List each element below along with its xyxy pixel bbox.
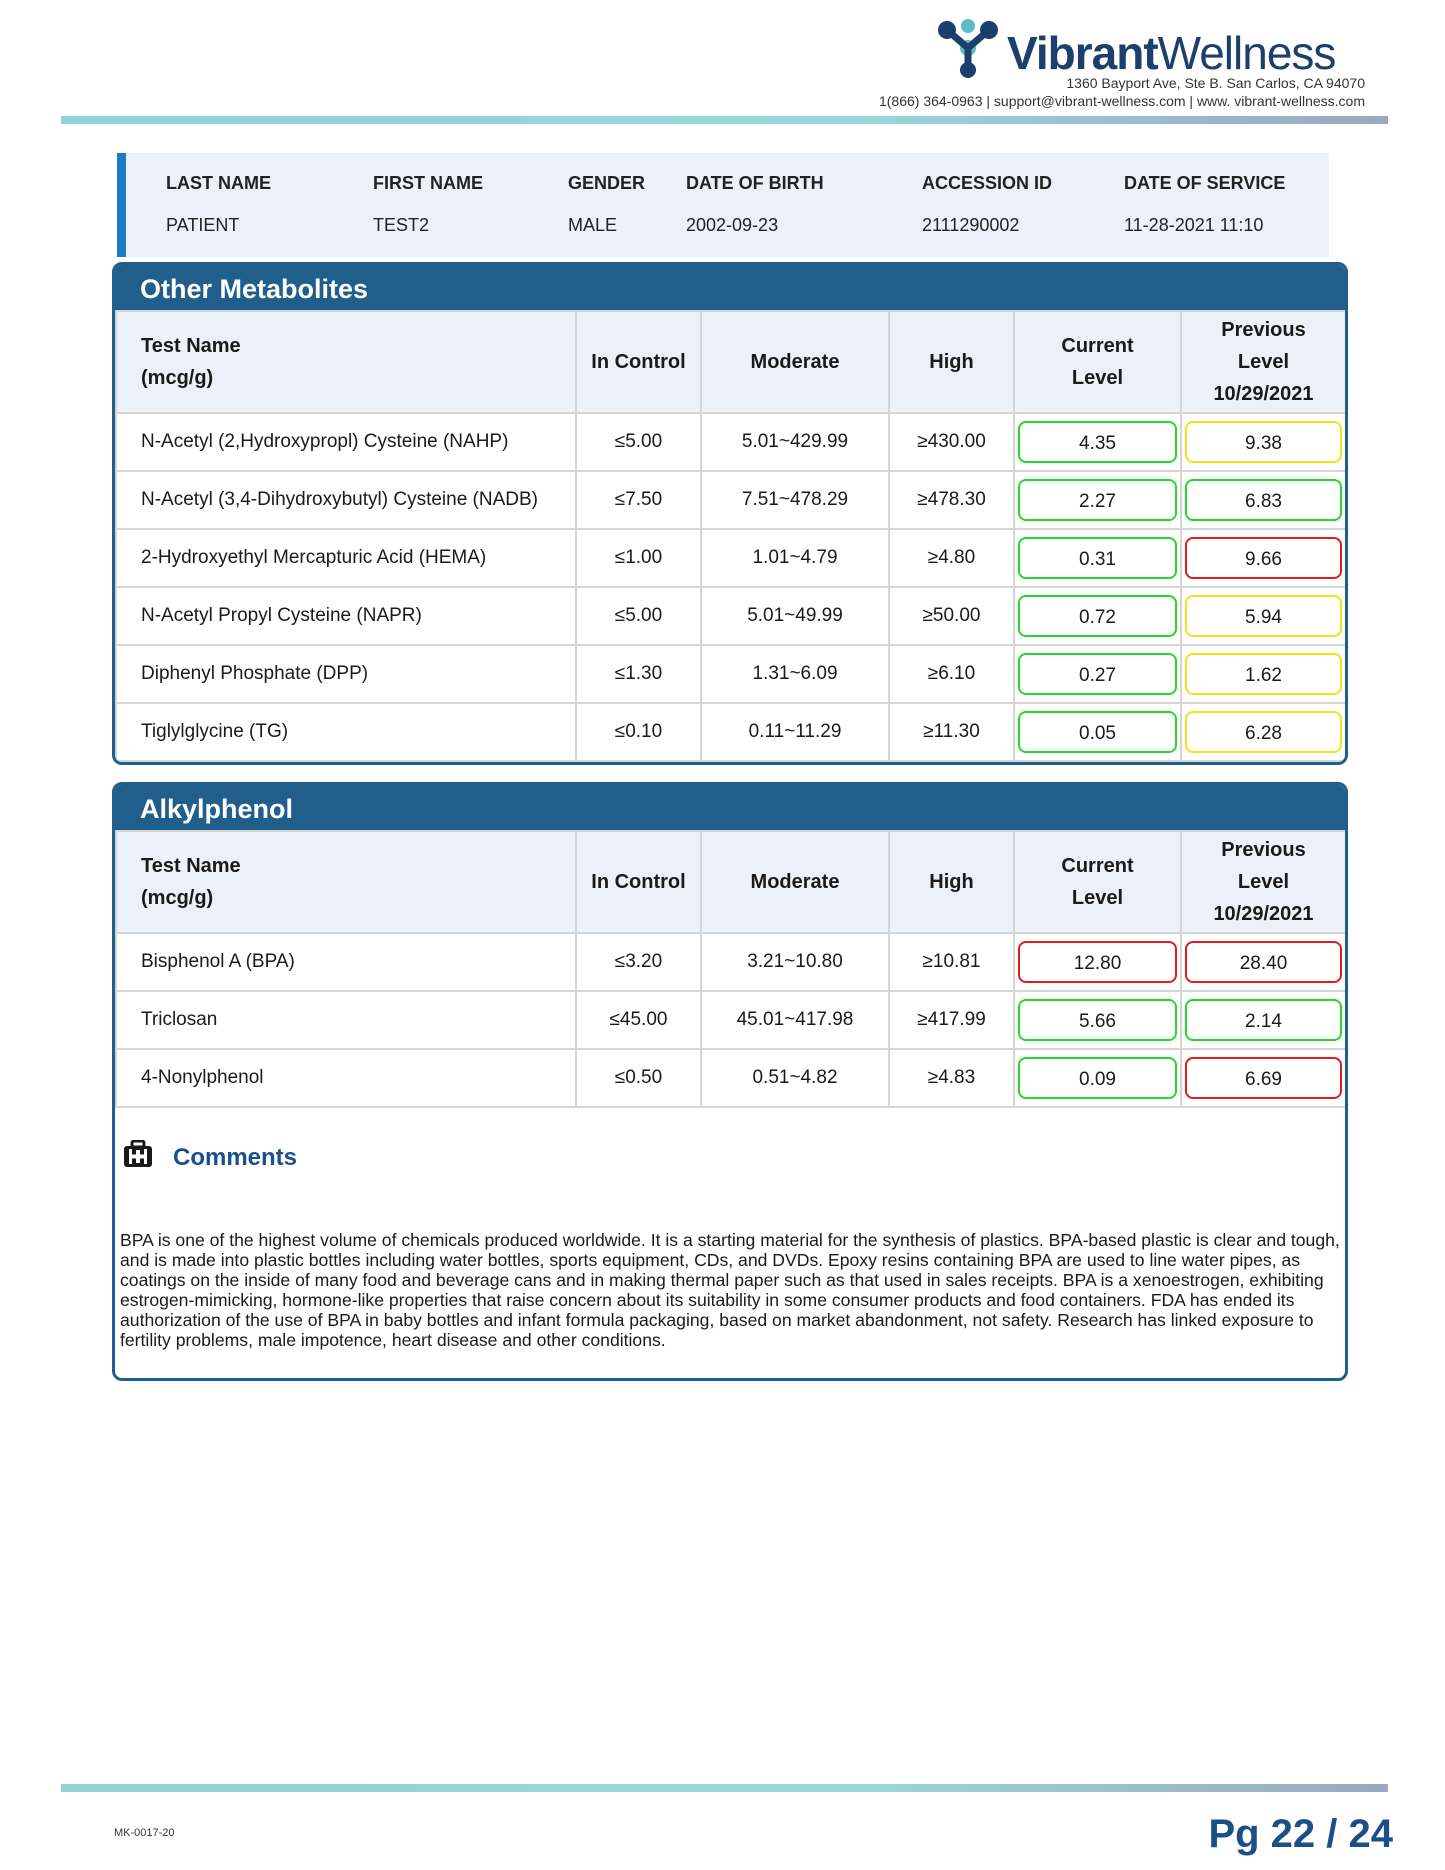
previous-level-cell [1181,645,1346,703]
patient-field-label: FIRST NAME [373,173,483,193]
high-cell: ≥430.00 [889,413,1014,471]
level-status-box: 6.69 [1185,1057,1342,1099]
level-status-box: 12.80 [1018,941,1177,983]
in-control-cell: ≤5.00 [576,587,701,645]
high-cell: ≥50.00 [889,587,1014,645]
col-moderate-label: Moderate [750,351,840,373]
footer-divider [61,1784,1388,1792]
col-previous-level [1181,831,1346,933]
col-test-name-label: (mcg/g) [141,367,214,389]
col-test-name [116,831,576,933]
previous-level-cell [1181,413,1346,471]
col-high [889,311,1014,413]
panel-title: Alkylphenol [115,785,1345,830]
level-status-box: 4.35 [1018,421,1177,463]
in-control-cell: ≤7.50 [576,471,701,529]
table-row [116,645,1346,703]
previous-level-cell [1181,703,1346,761]
col-test-name-label: Test Name [141,855,241,877]
col-previous-level-label: 10/29/2021 [1213,903,1314,925]
col-moderate [701,831,889,933]
moderate-cell: 5.01~49.99 [701,587,889,645]
col-current-level [1014,831,1181,933]
current-level-cell [1014,413,1181,471]
high-cell: ≥4.80 [889,529,1014,587]
col-current-level-label: Level [1071,367,1124,389]
level-status-box: 1.62 [1185,653,1342,695]
in-control-cell: ≤0.10 [576,703,701,761]
comments-text: BPA is one of the highest volume of chemicals produced worldwide. It is a starting material for the synthesis of plastics. BPA-based plastic is clear and tough, and is made into plastic bottles including water bottles, sports equipment, CDs, and DVDs. Epoxy resins containing BPA are used to line water pipes, as coatings on the inside of many food and beverage cans and in making thermal paper such as that used in sales receipts. BPA is a xenoestrogen, exhibiting estrogen-mimicking, hormone-like properties that raise concern about its suitability in some consumer products and food containers. FDA has ended its authorization of the use of BPA in baby bottles and infant formula packaging, based on market abandonment, not safety. Research has linked exposure to fertility problems, male impotence, heart disease and other conditions. [120,1230,1340,1350]
current-level-cell [1014,933,1181,991]
col-current-level-label: Level [1071,887,1124,909]
table-header-row [116,831,1346,933]
col-in-control [576,311,701,413]
moderate-cell: 0.11~11.29 [701,703,889,761]
current-level-cell [1014,529,1181,587]
medical-kit-icon [123,1140,153,1168]
table-row [116,413,1346,471]
moderate-cell: 3.21~10.80 [701,933,889,991]
patient-field-value: TEST2 [373,215,430,235]
col-test-name [116,311,576,413]
patient-field-label: ACCESSION ID [922,173,1053,193]
test-name-cell: Bisphenol A (BPA) [116,933,576,991]
in-control-cell: ≤1.30 [576,645,701,703]
level-status-box: 5.94 [1185,595,1342,637]
patient-field-value: 11-28-2021 11:10 [1124,215,1264,235]
level-status-box: 28.40 [1185,941,1342,983]
test-name-cell: Tiglylglycine (TG) [116,703,576,761]
patient-field-value: PATIENT [166,215,240,235]
high-cell: ≥4.83 [889,1049,1014,1107]
moderate-cell: 0.51~4.82 [701,1049,889,1107]
patient-field-label: GENDER [568,173,646,193]
test-name-cell: Triclosan [116,991,576,1049]
moderate-cell: 7.51~478.29 [701,471,889,529]
col-previous-level-label: 10/29/2021 [1213,383,1314,405]
patient-info-accent-bar [117,153,126,257]
in-control-cell: ≤1.00 [576,529,701,587]
table-row [116,587,1346,645]
level-status-box: 0.27 [1018,653,1177,695]
col-previous-level-label: Level [1237,351,1290,373]
company-logo [935,18,1365,78]
current-level-cell [1014,703,1181,761]
results-table [115,830,1347,1108]
col-previous-level-label: Previous [1221,319,1306,341]
current-level-cell [1014,587,1181,645]
level-status-box: 5.66 [1018,999,1177,1041]
previous-level-cell [1181,529,1346,587]
patient-field-value: 2111290002 [922,215,1020,235]
patient-field-value: MALE [568,215,618,235]
table-header-row [116,311,1346,413]
current-level-cell [1014,471,1181,529]
current-level-cell [1014,991,1181,1049]
header-divider [61,116,1388,124]
level-status-box: 2.14 [1185,999,1342,1041]
comments-title: Comments [173,1144,298,1171]
results-panel [112,262,1348,765]
table-row [116,471,1346,529]
col-current-level-label: Current [1061,335,1134,357]
col-previous-level-label: Previous [1221,839,1306,861]
in-control-cell: ≤3.20 [576,933,701,991]
level-status-box: 6.83 [1185,479,1342,521]
company-address: 1360 Bayport Ave, Ste B. San Carlos, CA 94070 [1066,75,1365,91]
level-status-box: 0.31 [1018,537,1177,579]
test-name-cell: N-Acetyl (2,Hydroxypropl) Cysteine (NAHP) [116,413,576,471]
comments-section [115,1108,1345,1378]
page-number: Pg 22 / 24 [1208,1812,1393,1856]
current-level-cell [1014,1049,1181,1107]
table-row [116,1049,1346,1107]
results-panel [112,782,1348,1381]
logo-wordmark: VibrantWellness [1007,27,1336,79]
high-cell: ≥10.81 [889,933,1014,991]
patient-field-label: LAST NAME [166,173,271,193]
col-previous-level [1181,311,1346,413]
col-high [889,831,1014,933]
col-high-label: High [929,871,974,893]
col-high-label: High [929,351,974,373]
col-in-control-label: In Control [591,871,686,893]
col-current-level-label: Current [1061,855,1134,877]
high-cell: ≥478.30 [889,471,1014,529]
moderate-cell: 5.01~429.99 [701,413,889,471]
col-moderate [701,311,889,413]
table-row [116,529,1346,587]
previous-level-cell [1181,471,1346,529]
in-control-cell: ≤5.00 [576,413,701,471]
col-current-level [1014,311,1181,413]
col-test-name-label: (mcg/g) [141,887,214,909]
patient-field-value: 2002-09-23 [686,215,779,235]
in-control-cell: ≤0.50 [576,1049,701,1107]
in-control-cell: ≤45.00 [576,991,701,1049]
level-status-box: 2.27 [1018,479,1177,521]
table-row [116,991,1346,1049]
level-status-box: 6.28 [1185,711,1342,753]
panel-title: Other Metabolites [115,265,1345,310]
previous-level-cell [1181,587,1346,645]
col-in-control [576,831,701,933]
previous-level-cell [1181,1049,1346,1107]
moderate-cell: 1.31~6.09 [701,645,889,703]
level-status-box: 0.05 [1018,711,1177,753]
col-moderate-label: Moderate [750,871,840,893]
high-cell: ≥417.99 [889,991,1014,1049]
previous-level-cell [1181,933,1346,991]
level-status-box: 0.72 [1018,595,1177,637]
table-row [116,933,1346,991]
patient-info-box [117,153,1329,257]
col-in-control-label: In Control [591,351,686,373]
company-contact: 1(866) 364-0963 | support@vibrant-wellness.com | www. vibrant-wellness.com [878,93,1365,109]
high-cell: ≥11.30 [889,703,1014,761]
moderate-cell: 1.01~4.79 [701,529,889,587]
test-name-cell: Diphenyl Phosphate (DPP) [116,645,576,703]
table-row [116,703,1346,761]
high-cell: ≥6.10 [889,645,1014,703]
molecule-logo-icon [935,18,1001,78]
patient-field-label: DATE OF BIRTH [686,173,824,193]
test-name-cell: N-Acetyl (3,4-Dihydroxybutyl) Cysteine (NADB) [116,471,576,529]
patient-field-label: DATE OF SERVICE [1124,173,1286,193]
level-status-box: 9.38 [1185,421,1342,463]
form-code: MK-0017-20 [114,1827,175,1839]
col-test-name-label: Test Name [141,335,241,357]
col-previous-level-label: Level [1237,871,1290,893]
results-table [115,310,1347,762]
current-level-cell [1014,645,1181,703]
moderate-cell: 45.01~417.98 [701,991,889,1049]
test-name-cell: 4-Nonylphenol [116,1049,576,1107]
test-name-cell: N-Acetyl Propyl Cysteine (NAPR) [116,587,576,645]
test-name-cell: 2-Hydroxyethyl Mercapturic Acid (HEMA) [116,529,576,587]
level-status-box: 9.66 [1185,537,1342,579]
level-status-box: 0.09 [1018,1057,1177,1099]
previous-level-cell [1181,991,1346,1049]
